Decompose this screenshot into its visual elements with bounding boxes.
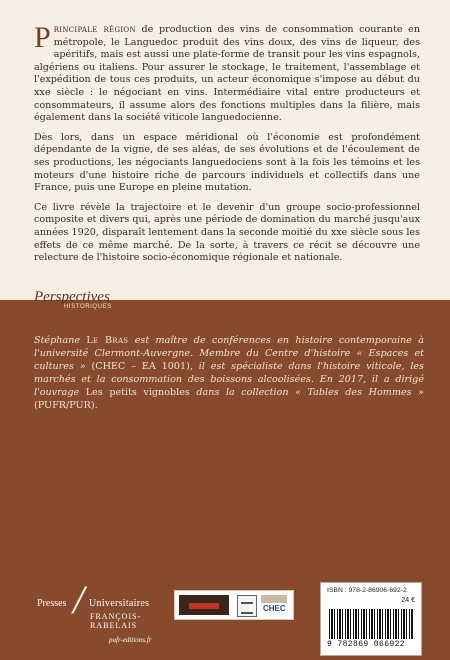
dropcap-letter: P [34, 21, 51, 54]
publisher-francois-rabelais: FRANÇOIS-RABELAIS [90, 612, 142, 630]
chec-logo [259, 595, 289, 615]
partner-logo-icon [179, 595, 229, 615]
bio-text-2: , il est spécialiste dans l'histoire viticole, les marchés et la consommation des boissons alcoolisées. En 2017, il a dirigé l'ouvrage [34, 361, 424, 398]
publisher-slash-mark: / [73, 577, 85, 622]
publisher-presses: Presses [37, 598, 67, 609]
publisher-universitaires: Universitaires [89, 598, 150, 609]
barcode-number: 9 782869 066922 [327, 640, 406, 649]
chec-logo-icon [261, 595, 287, 603]
author-bio [34, 334, 424, 412]
price-label: 24 € [401, 597, 415, 604]
chec-logo-text: CHEC [263, 604, 286, 613]
partner-logos [174, 590, 294, 620]
author-first-name: Stéphane [34, 335, 87, 346]
bio-book-title: Les petits vignobles [85, 387, 190, 398]
summary-paragraph-2: Dès lors, dans un espace méridional où l'économie est profondément dépendante de la vigne, de ses aléas, de ses évolutions et de l'écoulement de ses productions, les négociants languedociens sont à la fois les témoins et les moteurs d'une histoire riche de parcours individuels et collectifs dans une France, puis une Europe en pleine mutation. [34, 131, 420, 194]
bio-lab-code: (CHEC – EA 1001) [91, 361, 190, 372]
bio-text-end: . [94, 400, 98, 411]
summary-paragraph-3: Ce livre révèle la trajectoire et le devenir d'un groupe socio-professionnel composite et divers qui, après une période de domination du marché jusqu'aux années 1920, disparaît lentement dans la seconde moitié du xxe siècle sous les effets de ce même marché. De la sorte, à travers ce récit se découvre une relecture de l'histoire socio-économique régionale et nationale. [34, 201, 420, 264]
barcode-panel [320, 582, 422, 656]
barcode-icon [329, 609, 413, 639]
summary-paragraph-1 [34, 21, 420, 125]
bio-publisher-code: (PUFR/PUR) [34, 400, 95, 411]
bio-text-1: est maître de conférences en histoire contemporaine à l'université Clermont-Auvergne. Membre du Centre d'histoire « Espaces et cultures » [34, 335, 424, 372]
series-subtitle: HISTORIQUES [64, 304, 112, 310]
author-last-name: Le Bras [86, 335, 129, 346]
paragraph-1-text: de production des vins de consommation courante en métropole, le Languedoc produit des vins doux, des vins de liqueur, des apéritifs, mais est aussi une plate-forme de transit pour les vins espagnols, algériens ou italiens. Pour assurer le stockage, le traitement, l'assemblage et l'expédition de tous ces produits, un acteur économique s'impose au début du xxe siècle : le négociant en vins. Intermédiaire vital entre producteurs et consommateurs, il assume alors des fonctions multiples dans la filière, mais également dans la société viticole languedocienne. [34, 24, 420, 124]
series-title: Perspectives [34, 289, 110, 305]
publisher-url: pufr-editions.fr [109, 636, 152, 644]
isbn-number: ISBN : 978-2-86906-692-2 [327, 587, 407, 594]
bio-text-3: dans la collection « Tables des Hommes » [189, 387, 424, 398]
cover-top-section [0, 0, 450, 300]
paragraph-lead: rincipale région [53, 24, 136, 35]
summary-text [34, 21, 420, 272]
unesco-logo-icon [237, 595, 257, 617]
